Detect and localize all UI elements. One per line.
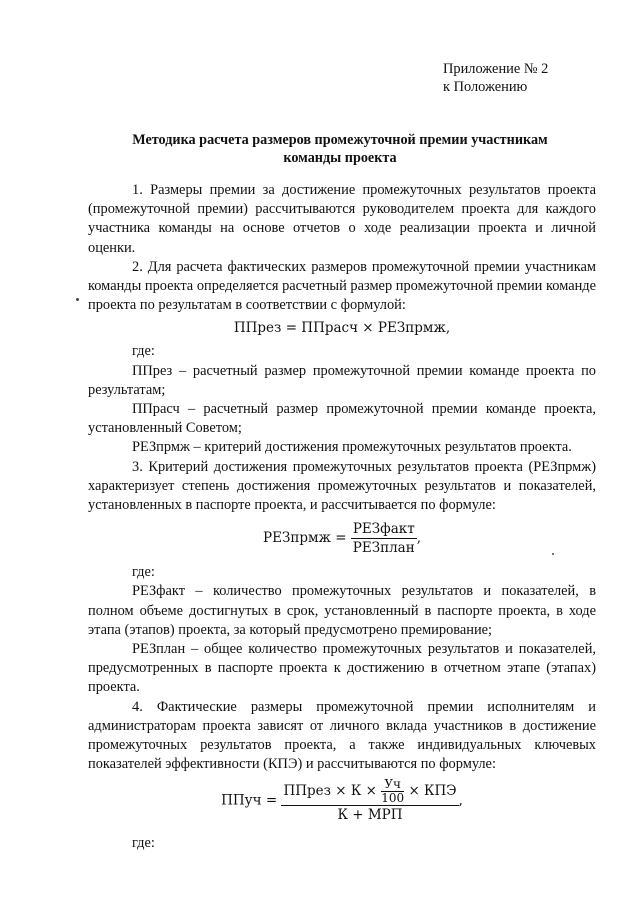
- formula-ppuch-inner-numerator: Уч: [381, 778, 404, 792]
- formula-rezprmzh-numerator: РЕЗфакт: [352, 521, 415, 538]
- appendix-header: [443, 60, 548, 96]
- definition-rezfakt: РЕЗфакт – количество промежуточных результатов и показателей, в полном объеме достигнутых в срок, установленный в паспорте проекта, в ходе этапа (этапов) проекта, за который предусмотрено премирование;: [88, 583, 596, 638]
- document-title: [80, 131, 600, 167]
- formula-rezprmzh-tail: ,: [416, 530, 421, 547]
- paragraph-3: 3. Критерий достижения промежуточных результатов проекта (РЕЗпрмж) характеризует степень достижения промежуточных результатов и показателей, установленных в паспорте проекта, и рассчитывается по формуле:: [88, 458, 596, 514]
- where-label-1: где:: [132, 343, 155, 360]
- title-line-2: команды проекта: [283, 150, 397, 166]
- where-label-2: где:: [132, 564, 155, 581]
- appendix-number: Приложение № 2: [443, 61, 549, 77]
- definition-rezprmzh: РЕЗпрмж – критерий достижения промежуточных результатов проекта.: [132, 439, 572, 456]
- scan-speck: [76, 298, 79, 301]
- formula-ppuch: [88, 778, 596, 824]
- formula-rezprmzh-fraction: [351, 520, 417, 557]
- formula-ppuch-inner-denominator: 100: [381, 791, 405, 806]
- document-body: [88, 181, 596, 854]
- formula-ppuch-denominator: К + МРП: [337, 807, 403, 824]
- scan-speck: [552, 553, 554, 555]
- appendix-reference: к Положению: [443, 79, 528, 95]
- paragraph-4: 4. Фактические размеры промежуточной премии исполнителям и администраторам проекта зависят от личного вклада участников в достижение промежуточных результатов проекта, а также индивидуальных ключевых показателей эффективности (КПЭ) и рассчитываются по формуле:: [88, 698, 596, 773]
- formula-ppuch-lhs: ППуч =: [221, 792, 278, 809]
- formula-ppuch-numerator-part-b: × КПЭ: [408, 783, 457, 800]
- title-line-1: Методика расчета размеров промежуточной премии участникам: [132, 132, 548, 148]
- definition-pprez: ППрез – расчетный размер промежуточной премии команде проекта по результатам;: [88, 362, 596, 398]
- formula-ppuch-fraction: [281, 778, 458, 824]
- formula-rezprmzh-lhs: РЕЗпрмж =: [263, 530, 347, 547]
- where-label-3: где:: [132, 835, 155, 852]
- definition-pprasch: ППрасч – расчетный размер промежуточной премии команде проекта, установленный Советом;: [88, 401, 596, 437]
- definition-rezplan: РЕЗплан – общее количество промежуточных результатов и показателей, предусмотренных в паспорте проекта к достижению в отчетном этапе (этапах) проекта.: [88, 641, 596, 696]
- formula-rezprmzh: [88, 520, 596, 557]
- paragraph-1: 1. Размеры премии за достижение промежуточных результатов проекта (промежуточной премии) рассчитываются руководителем проекта для каждого участника команды на основе отчетов о ходе реализации проекта и личной оценки.: [88, 182, 596, 256]
- paragraph-2: 2. Для расчета фактических размеров промежуточной премии участникам команды проекта определяется расчетный размер промежуточной премии команде проекта по результатам в соответствии с формулой:: [88, 258, 596, 314]
- formula-ppuch-inner-fraction: [381, 778, 404, 805]
- formula-rezprmzh-denominator: РЕЗплан: [352, 540, 415, 557]
- formula-ppuch-numerator-part-a: ППрез × К ×: [283, 783, 377, 800]
- formula-pprez: ППрез = ППрасч × РЕЗпрмж,: [233, 320, 451, 337]
- formula-ppuch-tail: ,: [458, 792, 463, 809]
- formula-ppuch-numerator: [281, 778, 458, 806]
